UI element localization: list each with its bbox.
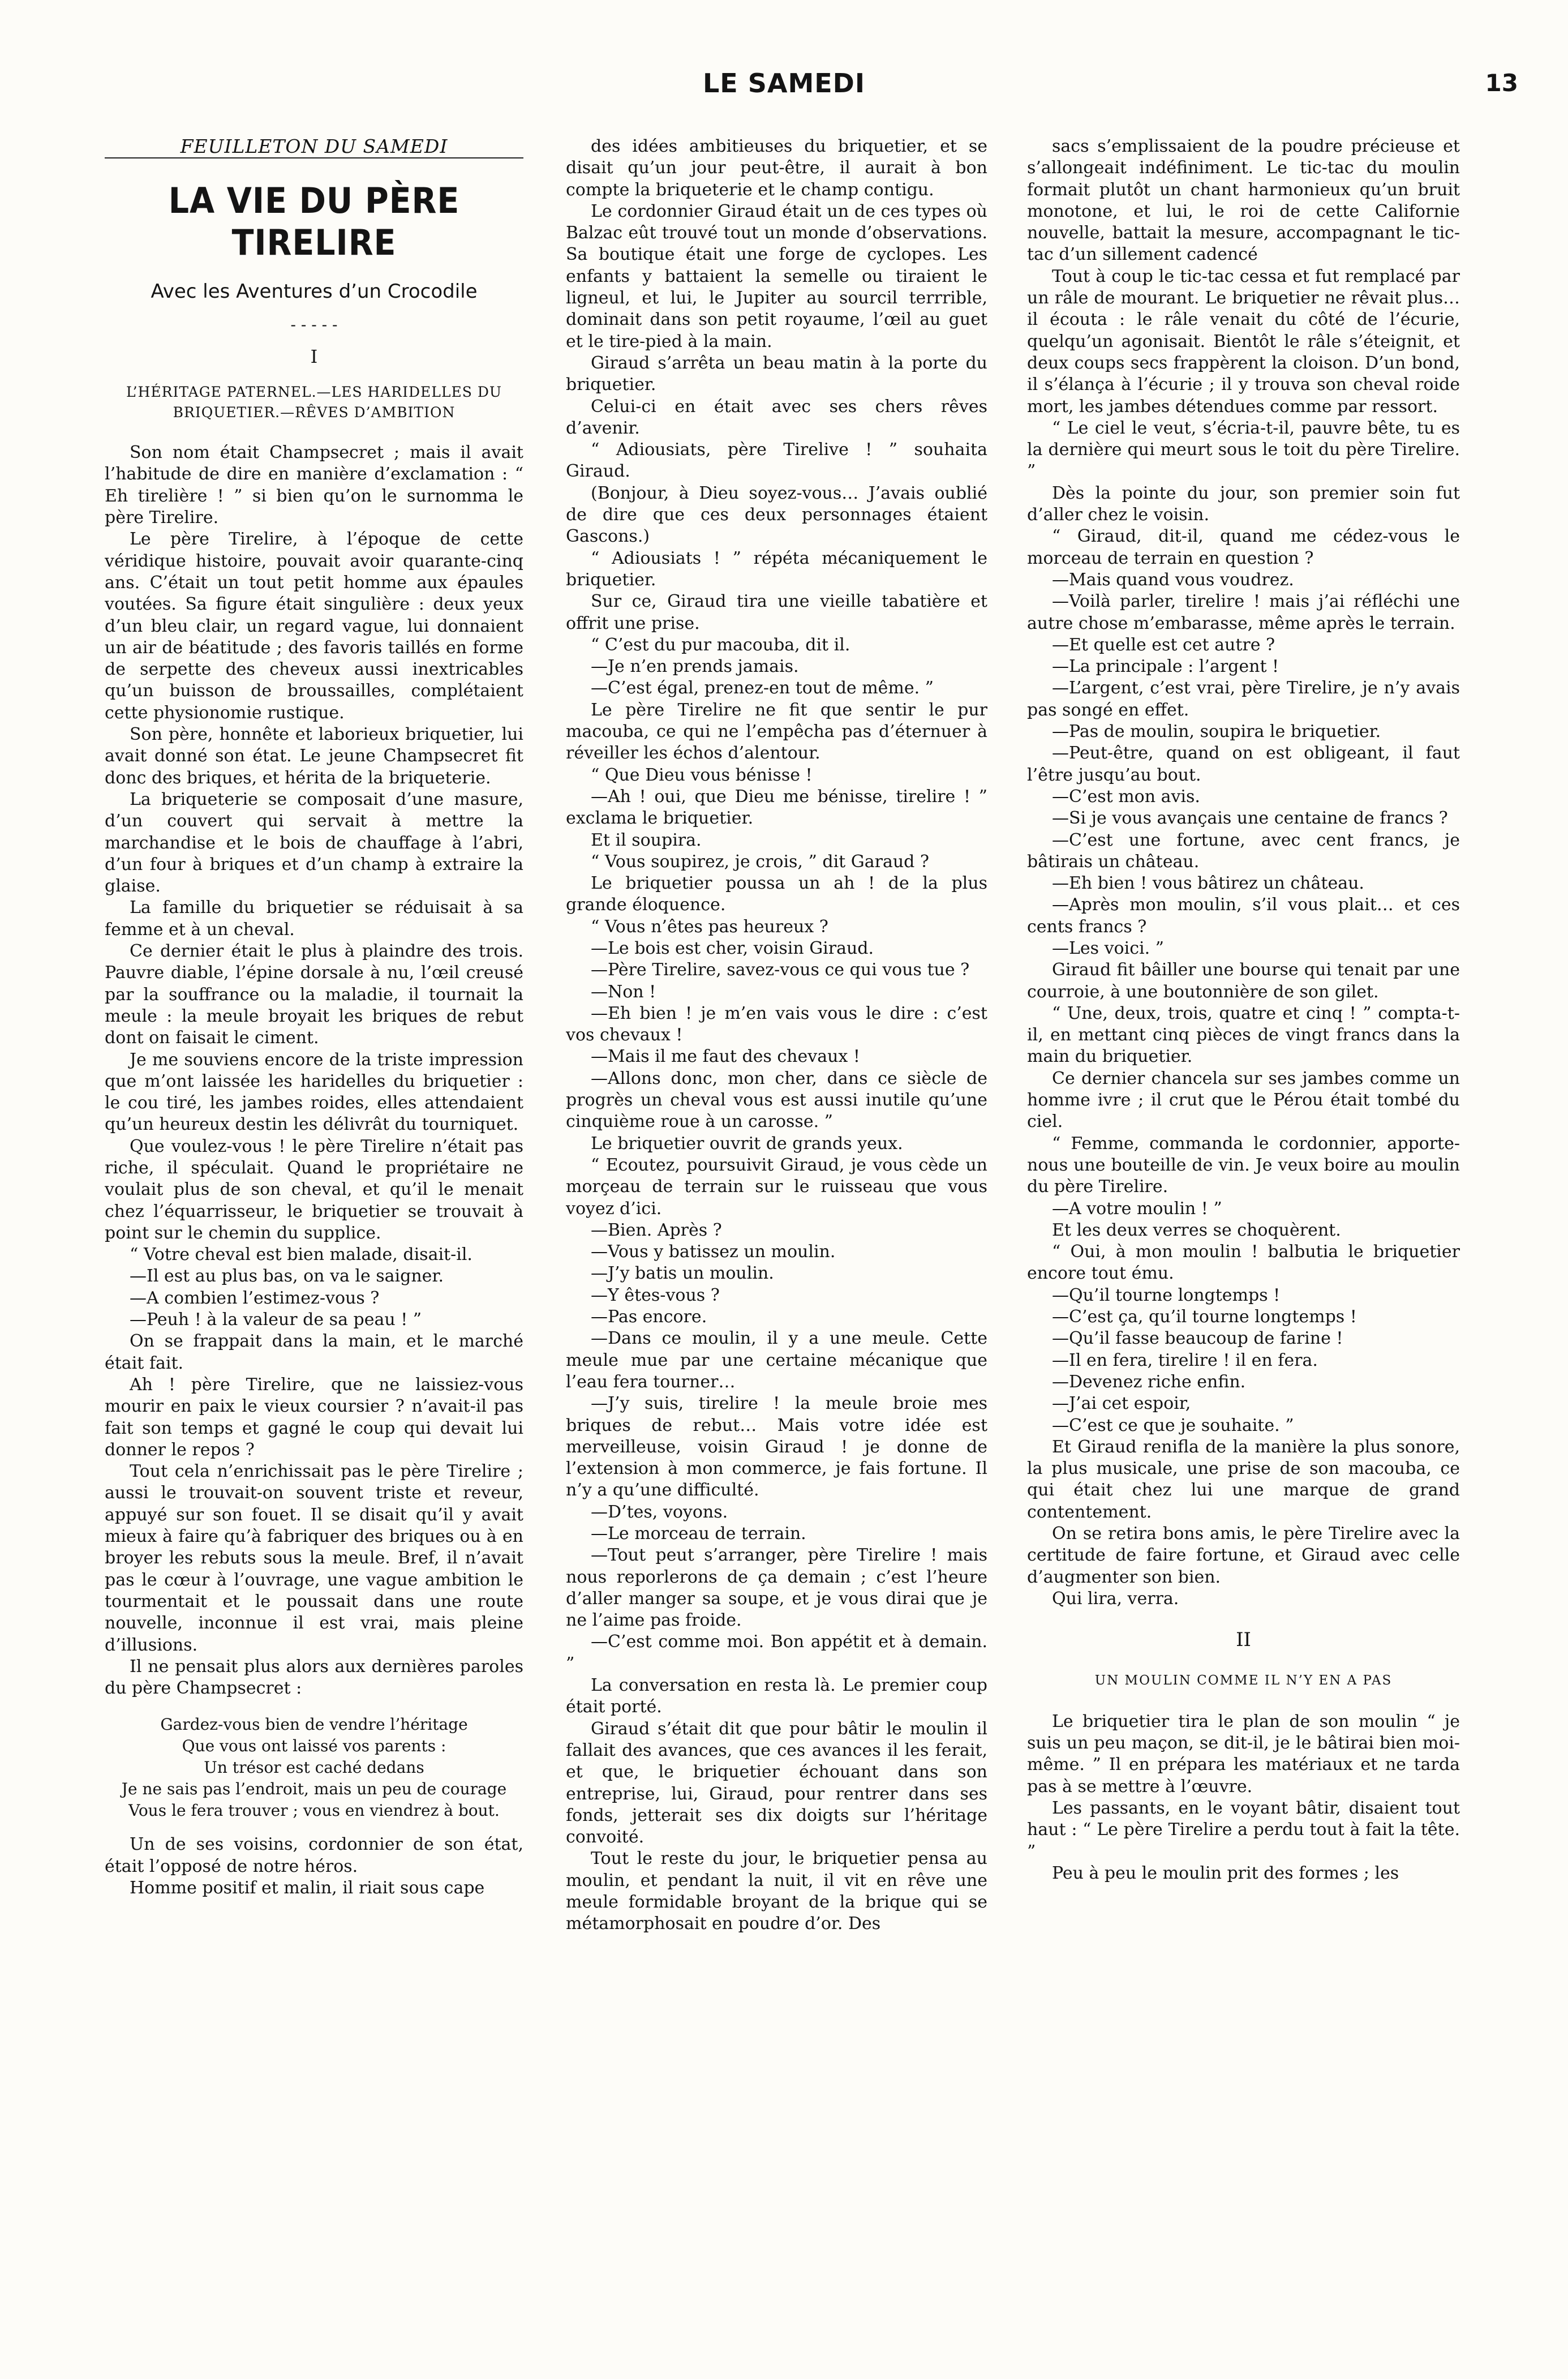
paragraph: Les passants, en le voyant bâtir, disaient tout haut : “ Le père Tirelire a perdu tout à fait la tête. ” xyxy=(1027,1798,1460,1862)
paragraph: —Eh bien ! je m’en vais vous le dire : c’est vos chevaux ! xyxy=(566,1003,987,1045)
paragraph: “ Ecoutez, poursuivit Giraud, je vous cède un morçeau de terrain sur le ruisseau que vous voyez d’ici. xyxy=(566,1155,987,1219)
column-1-paragraphs xyxy=(105,442,523,1699)
paragraph: —Qu’il fasse beaucoup de farine ! xyxy=(1052,1328,1343,1349)
column-1-paragraphs-after xyxy=(105,1834,523,1899)
paragraph: Son nom était Champsecret ; mais il avait l’habitude de dire en manière d’exclamation : “ Eh tirelière ! ” si bien qu’on le surnomma le père Tirelire. xyxy=(105,443,523,528)
column-3-paragraphs xyxy=(1027,136,1460,1610)
chapter-summary: L’HÉRITAGE PATERNEL.—LES HARIDELLES DU BRIQUETIER.—RÊVES D’AMBITION xyxy=(126,384,502,421)
paragraph: —Père Tirelire, savez-vous ce qui vous tue ? xyxy=(591,960,970,980)
paragraph: Giraud s’arrêta un beau matin à la porte du briquetier. xyxy=(566,353,987,395)
paragraph: Giraud fit bâiller une bourse qui tenait par une courroie, à une boutonnière de son gilet. xyxy=(1027,960,1460,1002)
paragraph: “ Le ciel le veut, s’écria-t-il, pauvre bête, tu es la dernière qui meurt sous le toit du père Tirelire. ” xyxy=(1027,418,1460,482)
paragraph: “ Oui, à mon moulin ! balbutia le briquetier encore tout ému. xyxy=(1027,1242,1460,1284)
paragraph: “ Votre cheval est bien malade, disait-il. xyxy=(130,1245,472,1265)
poem-line: Vous le fera trouver ; vous en viendrez à bout. xyxy=(128,1801,500,1820)
paragraph: —L’argent, c’est vrai, père Tirelire, je n’y avais pas songé en effet. xyxy=(1027,678,1460,720)
paragraph: Le cordonnier Giraud était un de ces types où Balzac eût trouvé tout un monde d’observations. Sa boutique était une forge de cyclopes. Les enfants y battaient la semelle ou tiraient le ligneul, et lui, le Jupiter au sourcil terrrible, dominait dans son petit royaume, l’œil au guet et le tire-pied à la main. xyxy=(566,201,987,352)
newspaper-title: LE SAMEDI xyxy=(703,68,865,98)
paragraph: “ Adiousiats ! ” répéta mécaniquement le briquetier. xyxy=(566,548,987,590)
paragraph: —Devenez riche enfin. xyxy=(1052,1371,1246,1392)
chapter-number: I xyxy=(310,345,318,367)
chapter-2-summary: UN MOULIN COMME IL N’Y EN A PAS xyxy=(1094,1673,1393,1688)
poem-line: Gardez-vous bien de vendre l’héritage xyxy=(160,1715,468,1734)
paragraph: Le briquetier poussa un ah ! de la plus grande éloquence. xyxy=(566,873,987,915)
paragraph: “ Femme, commanda le cordonnier, apporte-nous une bouteille de vin. Je veux boire au moulin du père Tirelire. xyxy=(1027,1133,1460,1197)
paragraph: Ce dernier était le plus à plaindre des trois. Pauvre diable, l’épine dorsale à nu, l’œil creusé par la souffrance ou la maladie, il tournait la meule : la meule broyait les briques de rebut dont on faisait le ciment. xyxy=(105,941,523,1048)
paragraph: —C’est ça, qu’il tourne longtemps ! xyxy=(1052,1307,1357,1327)
paragraph: —Eh bien ! vous bâtirez un château. xyxy=(1052,873,1364,894)
paragraph: Sur ce, Giraud tira une vieille tabatière et offrit une prise. xyxy=(566,591,987,633)
paragraph: —C’est égal, prenez-en tout de même. ” xyxy=(591,678,934,698)
paragraph: —Après mon moulin, s’il vous plait… et ces cents francs ? xyxy=(1027,895,1460,937)
paragraph: Un de ses voisins, cordonnier de son état, était l’opposé de notre héros. xyxy=(105,1834,523,1876)
poem xyxy=(105,1714,523,1821)
paragraph: Peu à peu le moulin prit des formes ; les xyxy=(1052,1863,1399,1883)
paragraph: des idées ambitieuses du briquetier, et se disait qu’un jour peut-être, il aurait à bon compte la briqueterie et le champ contigu. xyxy=(566,136,987,200)
paragraph: “ Giraud, dit-il, quand me cédez-vous le morceau de terrain en question ? xyxy=(1027,526,1460,568)
paragraph: Je me souviens encore de la triste impression que m’ont laissée les haridelles du briquetier : le cou tiré, les jambes roides, elles attendaient qu’un heureux destin les délivrât du tourniquet. xyxy=(105,1049,523,1135)
column-3 xyxy=(1027,136,1460,2355)
paragraph: —J’y batis un moulin. xyxy=(591,1263,774,1284)
paragraph: —Il en fera, tirelire ! il en fera. xyxy=(1052,1350,1318,1370)
paragraph: —Les voici. ” xyxy=(1052,938,1165,958)
paragraph: Homme positif et malin, il riait sous cape xyxy=(130,1878,485,1898)
paragraph: Le briquetier ouvrit de grands yeux. xyxy=(591,1133,903,1154)
paragraph: —Allons donc, mon cher, dans ce siècle de progrès un cheval vous est aussi inutile qu’une cinquième roue à un carosse. ” xyxy=(566,1068,987,1132)
paragraph: —La principale : l’argent ! xyxy=(1052,657,1279,677)
paragraph: —C’est ce que je souhaite. ” xyxy=(1052,1415,1294,1435)
paragraph: La conversation en resta là. Le premier coup était porté. xyxy=(566,1675,987,1717)
paragraph: —Peuh ! à la valeur de sa peau ! ” xyxy=(130,1310,422,1330)
paragraph: —C’est mon avis. xyxy=(1052,786,1200,807)
paragraph: —Y êtes-vous ? xyxy=(591,1285,720,1305)
paragraph: Et Giraud renifla de la manière la plus sonore, la plus musicale, une prise de son macouba, ce qui était chez lui une marque de grand contentement. xyxy=(1027,1437,1460,1522)
paragraph: —Bien. Après ? xyxy=(591,1220,722,1240)
paragraph: —C’est comme moi. Bon appétit et à demain. ” xyxy=(566,1632,987,1674)
paragraph: Que voulez-vous ! le père Tirelire n’était pas riche, il spéculait. Quand le propriétaire ne voulait plus de son cheval, et qu’il le menait chez l’équarrisseur, le briquetier se trouvait à point sur le chemin du supplice. xyxy=(105,1136,523,1243)
paragraph: —Qu’il tourne longtemps ! xyxy=(1052,1285,1281,1305)
paragraph: —Vous y batissez un moulin. xyxy=(591,1242,836,1262)
paragraph: —C’est une fortune, avec cent francs, je bâtirais un château. xyxy=(1027,830,1460,872)
paragraph: Tout à coup le tic-tac cessa et fut remplacé par un râle de mourant. Le briquetier ne rêvait plus… il écouta : le râle venait du côté de l’écurie, quelqu’un agonisait. Bientôt le râle s’éteignit, et deux coups secs frappèrent la cloison. D’un bond, il s’élança à l’écurie ; il y trouva son cheval roide mort, les jambes détendues comme par ressort. xyxy=(1027,266,1460,417)
chapter-2-number: II xyxy=(1236,1628,1251,1652)
paragraph: —Ah ! oui, que Dieu me bénisse, tirelire ! ” exclama le briquetier. xyxy=(566,786,987,829)
paragraph: On se frappait dans la main, et le marché était fait. xyxy=(105,1331,523,1373)
paragraph: —J’ai cet espoir, xyxy=(1052,1394,1191,1414)
paragraph: —Pas encore. xyxy=(591,1307,707,1327)
column-3-paragraphs-after xyxy=(1027,1711,1460,1884)
paragraph: —A votre moulin ! ” xyxy=(1052,1198,1222,1219)
paragraph: sacs s’emplissaient de la poudre précieuse et s’allongeait indéfiniment. Le tic-tac du moulin formait plutôt un chant harmonieux qu’un bruit monotone, et lui, le roi de cette Californie nouvelle, battait la mesure, accompagnant le tic-tac d’un sillement cadencé xyxy=(1027,136,1460,265)
paragraph: —Peut-être, quand on est obligeant, il faut l’être jusqu’au bout. xyxy=(1027,743,1460,785)
paragraph: —Et quelle est cet autre ? xyxy=(1052,635,1275,655)
paragraph: La famille du briquetier se réduisait à sa femme et à un cheval. xyxy=(105,898,523,940)
story-title: LA VIE DU PÈRE TIRELIRE xyxy=(168,180,460,264)
paragraph: —A combien l’estimez-vous ? xyxy=(130,1288,380,1308)
paragraph: Le père Tirelire, à l’époque de cette véridique histoire, pouvait avoir quarante-cinq ans. C’était un tout petit homme aux épaules voutées. Sa figure était singulière : deux yeux d’un bleu clair, un regard vague, lui donnaient un air de béatitude ; des favoris taillés en forme de serpette des cheveux aussi inextricables qu’un buisson de broussailles, complétaient cette physionomie rustique. xyxy=(105,529,523,723)
paragraph: “ Adiousiats, père Tirelive ! ” souhaita Giraud. xyxy=(566,440,987,482)
paragraph: Tout le reste du jour, le briquetier pensa au moulin, et pendant la nuit, il vit en rêve une meule formidable broyant de la brique qui se métamorphosait en poudre d’or. Des xyxy=(566,1849,987,1934)
poem-line: Je ne sais pas l’endroit, mais un peu de courage xyxy=(121,1780,507,1799)
page-number: 13 xyxy=(1485,69,1518,97)
paragraph: (Bonjour, à Dieu soyez-vous… J’avais oublié de dire que ces deux personnages étaient Gascons.) xyxy=(566,483,987,547)
column-2-paragraphs xyxy=(566,136,987,1935)
paragraph: “ Que Dieu vous bénisse ! xyxy=(591,765,813,785)
paragraph: Ce dernier chancela sur ses jambes comme un homme ivre ; il crut que le Pérou était tombé du ciel. xyxy=(1027,1068,1460,1132)
paragraph: —Dans ce moulin, il y a une meule. Cette meule mue par une certaine mécanique que l’eau fera tourner… xyxy=(566,1328,987,1392)
paragraph: Celui-ci en était avec ses chers rêves d’avenir. xyxy=(566,396,987,438)
paragraph: “ Vous n’êtes pas heureux ? xyxy=(591,916,828,937)
paragraph: Il ne pensait plus alors aux dernières paroles du père Champsecret : xyxy=(105,1656,523,1699)
column-1 xyxy=(105,136,523,2355)
paragraph: —Tout peut s’arranger, père Tirelire ! mais nous reporlerons de ça demain ; c’est l’heure d’aller manger sa soupe, et je vous dirai que je ne l’aime pas froide. xyxy=(566,1545,987,1631)
paragraph: Giraud s’était dit que pour bâtir le moulin il fallait des avances, que ces avances il les ferait, et que, le briquetier échouant dans son entreprise, lui, Giraud, pour rentrer dans ses fonds, jetterait ses dix doigts sur l’héritage convoité. xyxy=(566,1718,987,1848)
paragraph: —Mais il me faut des chevaux ! xyxy=(591,1047,860,1067)
paragraph: Le briquetier tira le plan de son moulin “ je suis un peu maçon, se dit-il, je le bâtirai bien moi-même. ” Il en prépara les matériaux et ne tarda pas à se mettre à l’œuvre. xyxy=(1027,1711,1460,1797)
paragraph: Tout cela n’enrichissait pas le père Tirelire ; aussi le trouvait-on souvent triste et reveur, appuyé sur son fouet. Il se disait qu’il y avait mieux à faire qu’à fabriquer des briques ou à en broyer les rebuts sous la meule. Bref, il n’avait pas le cœur à l’ouvrage, une vague ambition le tourmentait et le poussait dans une route nouvelle, inconnue il est vrai, mais pleine d’illusions. xyxy=(105,1461,523,1655)
paragraph: —J’y suis, tirelire ! la meule broie mes briques de rebut… Mais votre idée est merveilleuse, voisin Giraud ! je donne de l’extension à mon commerce, je fais fortune. Il n’y a qu’une difficulté. xyxy=(566,1394,987,1501)
paragraph: “ Une, deux, trois, quatre et cinq ! ” compta-t-il, en mettant cinq pièces de vingt francs dans la main du briquetier. xyxy=(1027,1003,1460,1067)
paragraph: —Voilà parler, tirelire ! mais j’ai réfléchi une autre chose m’embarasse, même après le terrain. xyxy=(1027,591,1460,633)
title-rule xyxy=(105,157,523,158)
paragraph: Ah ! père Tirelire, que ne laissiez-vous mourir en paix le vieux coursier ? n’avait-il pas fait son temps et gagné le coup qui devait lui donner le repos ? xyxy=(105,1374,523,1460)
separator-dashes: - - - - - xyxy=(290,315,338,334)
paragraph: Le père Tirelire ne fit que sentir le pur macouba, ce qui ne l’empêcha pas d’éternuer à réveiller les échos d’alentour. xyxy=(566,700,987,764)
paragraph: Dès la pointe du jour, son premier soin fut d’aller chez le voisin. xyxy=(1027,483,1460,525)
paragraph: —Non ! xyxy=(591,981,656,1002)
poem-line: Un trésor est caché dedans xyxy=(204,1758,424,1777)
paragraph: —Le bois est cher, voisin Giraud. xyxy=(591,938,874,958)
paragraph: On se retira bons amis, le père Tirelire avec la certitude de faire fortune, et Giraud avec celle d’augmenter son bien. xyxy=(1027,1524,1460,1587)
paragraph: “ C’est du pur macouba, dit il. xyxy=(591,635,850,655)
feuilleton-heading: FEUILLETON DU SAMEDI xyxy=(180,136,448,157)
paragraph: “ Vous soupirez, je crois, ” dit Garaud ? xyxy=(591,851,929,872)
paragraph: —Pas de moulin, soupira le briquetier. xyxy=(1052,722,1381,742)
poem-line: Que vous ont laissé vos parents : xyxy=(182,1737,446,1756)
paragraph: Et les deux verres se choquèrent. xyxy=(1052,1220,1341,1240)
column-2 xyxy=(566,136,987,2355)
paragraph: —Le morceau de terrain. xyxy=(591,1524,806,1544)
paragraph: Et il soupira. xyxy=(591,830,702,850)
paragraph: —Si je vous avançais une centaine de francs ? xyxy=(1052,808,1448,829)
story-subtitle: Avec les Aventures d’un Crocodile xyxy=(151,280,478,303)
paragraph: Qui lira, verra. xyxy=(1052,1588,1179,1609)
paragraph: —Il est au plus bas, on va le saigner. xyxy=(130,1266,444,1287)
paragraph: —D’tes, voyons. xyxy=(591,1502,728,1522)
paragraph: Son père, honnête et laborieux briquetier, lui avait donné son état. Le jeune Champsecret fit donc des briques, et hérita de la briqueterie. xyxy=(105,725,523,788)
paragraph: —Je n’en prends jamais. xyxy=(591,657,799,677)
paragraph: —Mais quand vous voudrez. xyxy=(1052,569,1294,590)
paragraph: La briqueterie se composait d’une masure, d’un couvert qui servait à mettre la marchandise et le bois de chauffage à l’abri, d’un four à briques et d’un champ à extraire la glaise. xyxy=(105,789,523,897)
